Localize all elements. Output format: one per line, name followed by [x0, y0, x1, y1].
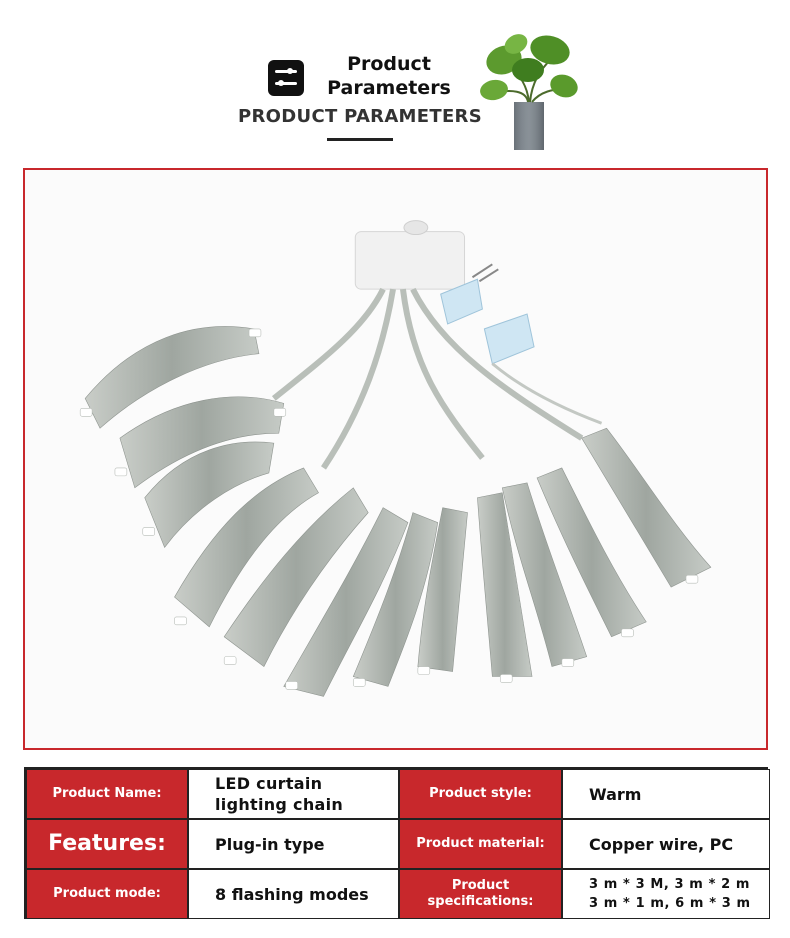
potted-plant-icon: [480, 30, 580, 152]
product-specifications-label-line1: Product: [451, 878, 510, 893]
page-header: [0, 0, 790, 160]
sliders-icon: [268, 60, 304, 96]
product-style-value: Warm: [562, 769, 770, 819]
product-material-value: Copper wire, PC: [562, 819, 770, 869]
product-style-label: Product style:: [399, 769, 562, 819]
title-underline: [327, 138, 393, 141]
features-label: Features:: [26, 819, 188, 869]
product-material-label: Product material:: [399, 819, 562, 869]
product-mode-value: 8 flashing modes: [188, 869, 399, 919]
section-subtitle: PRODUCT PARAMETERS: [238, 106, 482, 127]
product-name-label: Product Name:: [26, 769, 188, 819]
section-title-line2: Parameters: [327, 77, 451, 99]
product-specifications-value-line2: 3 m * 1 m, 6 m * 3 m: [589, 896, 751, 911]
section-title: [326, 52, 452, 100]
product-photo-frame: [23, 168, 768, 750]
product-specifications-label-line2: specifications:: [427, 894, 534, 909]
section-title-line1: Product: [347, 53, 431, 75]
product-specifications-value-line1: 3 m * 3 M, 3 m * 2 m: [589, 877, 751, 892]
features-value: Plug-in type: [188, 819, 399, 869]
product-specifications-value: [562, 869, 770, 919]
product-specifications-label: [399, 869, 562, 919]
product-name-value: [188, 769, 399, 819]
led-curtain-light-chain-image: [25, 170, 766, 748]
product-parameter-table: [24, 767, 768, 919]
product-name-value-line2: lighting chain: [215, 795, 344, 814]
product-mode-label: Product mode:: [26, 869, 188, 919]
product-name-value-line1: LED curtain: [215, 774, 323, 793]
